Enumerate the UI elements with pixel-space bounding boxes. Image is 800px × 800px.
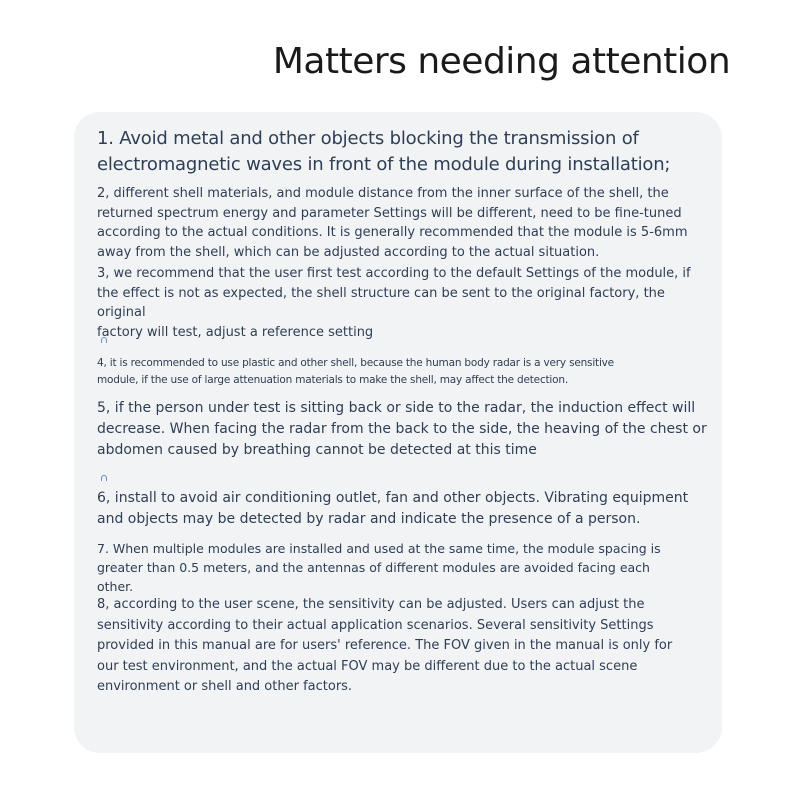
page-title: Matters needing attention — [272, 41, 731, 82]
note-3: 3, we recommend that the user first test according to the default Settings of the module, if the effect is not as expected, the shell structure can be sent to the original factory, the original factory will test, adjust a reference setting — [97, 266, 691, 340]
anchor-mark-icon — [101, 475, 107, 481]
note-1: 1. Avoid metal and other objects blocking the transmission of electromagnetic waves in front of the module during installation; — [97, 128, 671, 175]
note-2: 2, different shell materials, and module distance from the inner surface of the shell, the returned spectrum energy and parameter Settings will be different, need to be fine-tuned according to the actual conditions. It is generally recommended that the module is 5-6mm away from the shell, which can be adjusted according to the actual situation. — [97, 186, 688, 260]
note-8: 8, according to the user scene, the sensitivity can be adjusted. Users can adjust the sensitivity according to their actual application scenarios. Several sensitivity Settings provided in this manual are for users' reference. The FOV given in the manual is only for our test environment, and the actual FOV may be different due to the actual scene environment or shell and other factors. — [97, 597, 673, 694]
note-6: 6, install to avoid air conditioning outlet, fan and other objects. Vibrating equipment and objects may be detected by radar and indicate the presence of a person. — [97, 490, 689, 527]
note-4: 4, it is recommended to use plastic and other shell, because the human body radar is a very sensitive module, if the use of large attenuation materials to make the shell, may affect the detection. — [97, 357, 614, 386]
note-7: 7. When multiple modules are installed and used at the same time, the module spacing is greater than 0.5 meters, and the antennas of different modules are avoided facing each other. — [97, 541, 661, 594]
note-5: 5, if the person under test is sitting back or side to the radar, the induction effect will decrease. When facing the radar from the back to the side, the heaving of the chest or abdomen caused by breathing cannot be detected at this time — [97, 400, 707, 458]
anchor-mark-icon — [101, 337, 107, 343]
